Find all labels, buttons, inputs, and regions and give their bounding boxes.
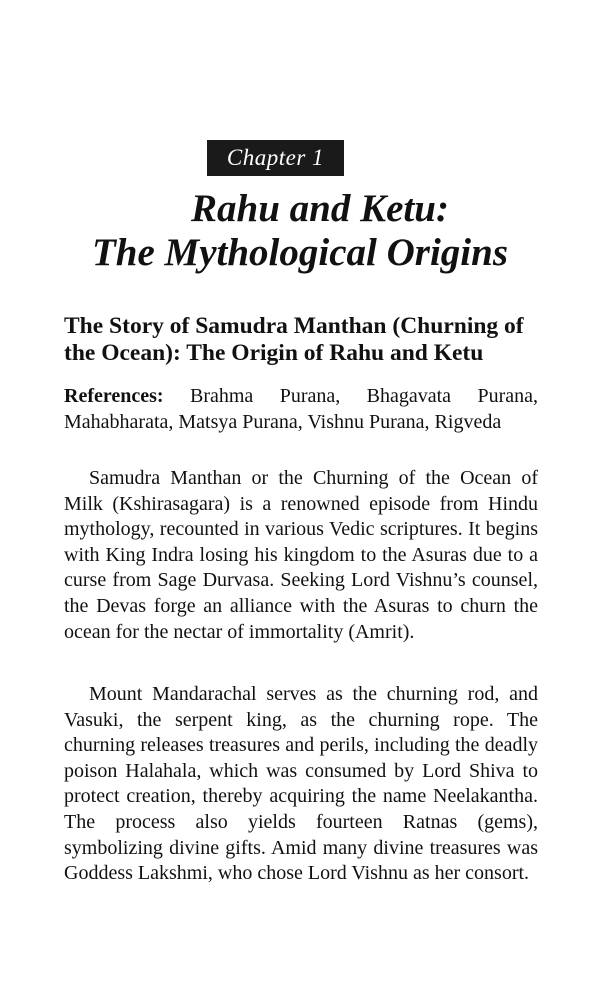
section-heading: The Story of Samudra Manthan (Churning of the Ocean): The Origin of Rahu and Ketu: [64, 313, 524, 366]
chapter-title-line-1: Rahu and Ketu:: [191, 187, 449, 230]
body-paragraph-2-text: Mount Mandarachal serves as the churning rod, and Vasuki, the serpent king, as the churning rope. The churning releases treasures and perils, including the deadly poison Halahala, which was consumed by Lord Shiva to protect creation, thereby acquiring the name Neelakantha. The process also yields fourteen Ratnas (gems), symbolizing divine gifts. Amid many divine treasures was Goddess Lakshmi, who chose Lord Vishnu as her consort.: [64, 683, 538, 885]
chapter-title-line-2: The Mythological Origins: [91, 231, 509, 274]
references-paragraph: [64, 384, 538, 435]
body-paragraph-2: [64, 682, 538, 887]
references-label: References:: [64, 385, 164, 407]
references-list: Brahma Purana, Bhagavata Purana, Mahabharata, Matsya Purana, Vishnu Purana, Rigveda: [64, 385, 538, 433]
chapter-badge: Chapter 1: [207, 140, 344, 176]
body-paragraph-1-text: Samudra Manthan or the Churning of the Ocean of Milk (Kshirasagara) is a renowned episode from Hindu mythology, recounted in various Vedic scriptures. It begins with King Indra losing his kingdom to the Asuras due to a curse from Sage Durvasa. Seeking Lord Vishnu’s counsel, the Devas forge an alliance with the Asuras to churn the ocean for the nectar of immortality (Amrit).: [64, 467, 538, 643]
body-paragraph-1: [64, 466, 538, 645]
